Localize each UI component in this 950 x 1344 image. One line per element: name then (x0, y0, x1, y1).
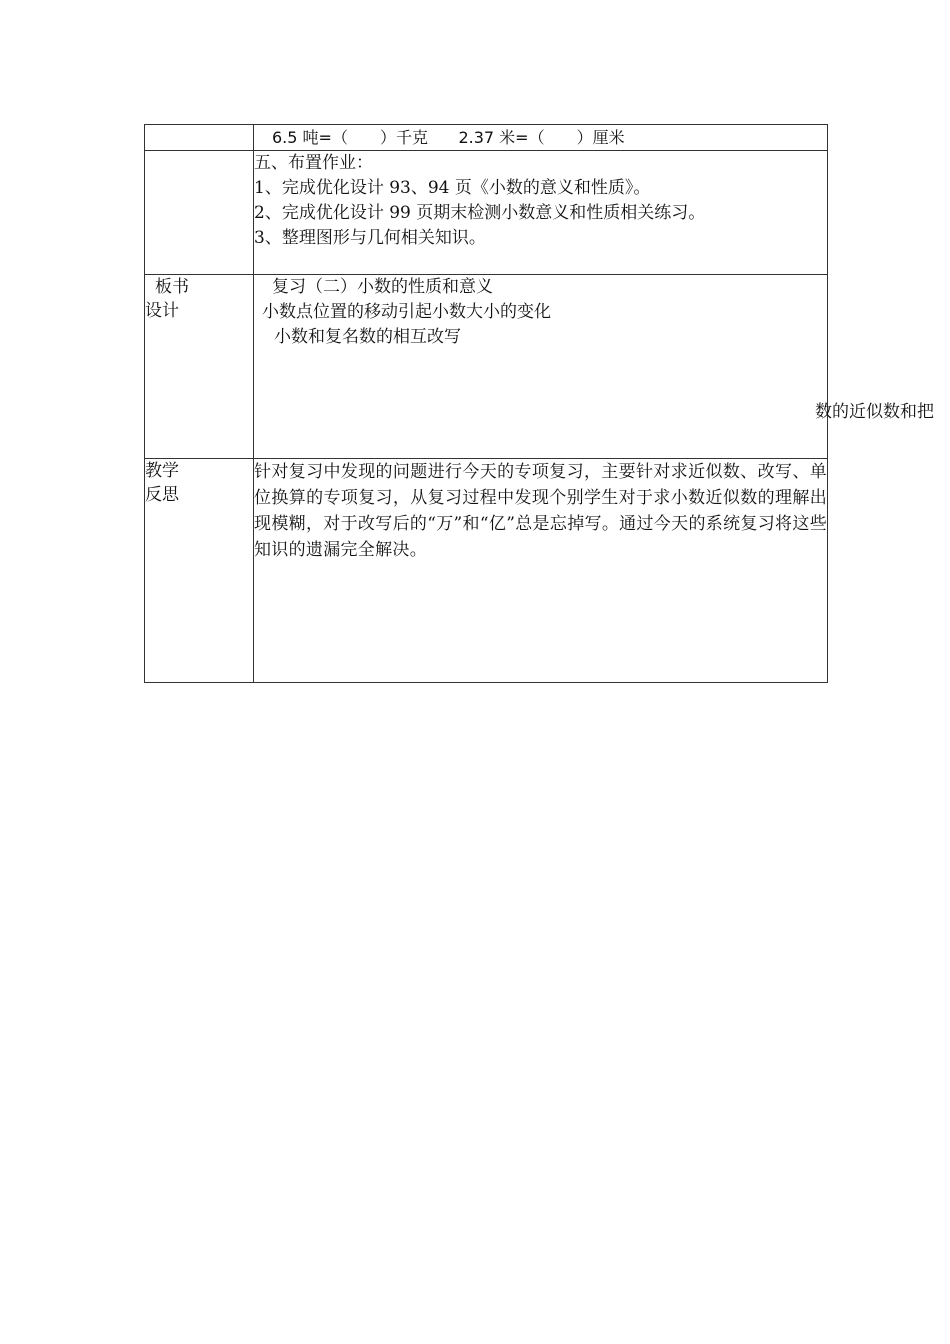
conversion-item-2: 2.37 米=（ ）厘米 (458, 128, 625, 147)
board-line-title: 复习（二）小数的性质和意义 (272, 277, 493, 297)
board-design-row (145, 275, 828, 459)
reflection-label-line-1: 教学 (145, 461, 179, 481)
conversion-line (254, 125, 827, 150)
homework-item: 3、整理图形与几何相关知识。 (254, 228, 486, 248)
reflection-row (145, 459, 828, 683)
conversion-cell (254, 125, 828, 151)
homework-item: 1、完成优化设计 93、94 页《小数的意义和性质》。 (254, 178, 651, 198)
lesson-plan-table (144, 124, 828, 683)
board-label-line-1: 板书 (155, 277, 189, 297)
board-label-line-2: 设计 (145, 301, 179, 321)
empty-label-cell (145, 125, 254, 151)
homework-cell (254, 151, 828, 275)
empty-label-cell (145, 151, 254, 275)
homework-heading: 五、布置作业： (254, 153, 373, 173)
board-overflow-text: 数的近似数和把 (815, 402, 934, 422)
reflection-text: 针对复习中发现的问题进行今天的专项复习，主要针对求近似数、改写、单位换算的专项复习，从复习过程中发现个别学生对于求小数近似数的理解出现模糊，对于改写后的“万”和“亿”总是忘掉写。通过今天的系统复习将这些知识的遗漏完全解决。 (254, 462, 827, 560)
homework-row (145, 151, 828, 275)
homework-item: 2、完成优化设计 99 页期末检测小数意义和性质相关练习。 (254, 203, 706, 223)
board-line: 小数点位置的移动引起小数大小的变化 (262, 302, 551, 322)
reflection-label-line-2: 反思 (145, 485, 179, 505)
reflection-label (145, 459, 254, 683)
board-design-label (145, 275, 254, 459)
conversion-item-1: 6.5 吨=（ ）千克 (272, 128, 428, 147)
conversion-row (145, 125, 828, 151)
board-design-cell (254, 275, 828, 459)
reflection-cell (254, 459, 828, 683)
board-line: 小数和复名数的相互改写 (274, 327, 461, 347)
